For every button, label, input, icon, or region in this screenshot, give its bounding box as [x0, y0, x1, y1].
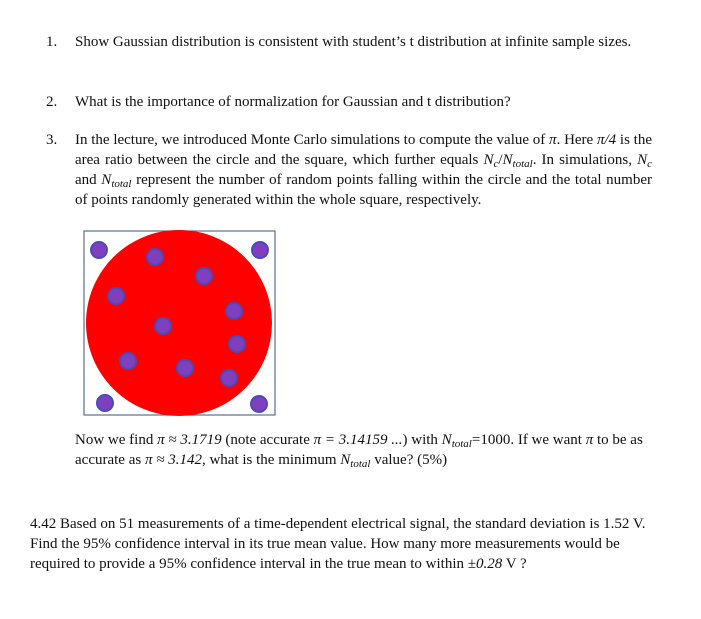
point-outside	[251, 396, 267, 412]
question-2-number: 2.	[46, 94, 58, 110]
question-1-number: 1.	[46, 34, 58, 50]
monte-carlo-diagram	[83, 230, 276, 416]
point-inside	[226, 303, 242, 319]
point-inside	[155, 318, 171, 334]
monte-carlo-figure	[83, 230, 276, 416]
question-3-followup: Now we find π ≈ 3.1719 (note accurate π = 3.14159 ...) with $N_{total}=1000$. If we want π to be as accurate as π ≈ 3.142, what is the minimum $N_{total}$ value? (5%)	[75, 432, 643, 470]
point-inside	[229, 336, 245, 352]
question-1	[46, 32, 666, 52]
question-3	[46, 130, 652, 210]
circle-region	[86, 230, 272, 416]
question-4	[30, 514, 670, 574]
question-2-text: What is the importance of normalization for Gaussian and t distribution?	[75, 94, 511, 110]
question-3-number: 3.	[46, 132, 58, 148]
point-inside	[120, 353, 136, 369]
point-inside	[221, 370, 237, 386]
question-1-text: Show Gaussian distribution is consistent with student’s t distribution at infinite sample sizes.	[75, 34, 632, 50]
point-outside	[97, 395, 113, 411]
question-4-math: ±0.28	[467, 556, 503, 572]
point-outside	[252, 242, 268, 258]
question-3-text: In the lecture, we introduced Monte Carlo simulations to compute the value of π. Here π/4 is the area ratio between the circle and the square, which further equals $N_c/N_{total}$. In simulations, $N_c$ and $N_{total}$ represent the number of random points falling within the circle and the total number of points randomly generated within the whole square, respectively.	[75, 132, 652, 208]
point-inside	[196, 268, 212, 284]
point-outside	[91, 242, 107, 258]
question-4-text: 4.42 Based on 51 measurements of a time-dependent electrical signal, the standard deviation is 1.52 V. Find the 95% confidence interval in its true mean value. How many more measurements would be required to provide a 95% confidence interval in the true mean to within	[30, 516, 646, 572]
question-4-tail: V ?	[502, 556, 527, 572]
point-inside	[108, 288, 124, 304]
point-inside	[147, 249, 163, 265]
question-2	[46, 92, 666, 112]
point-inside	[177, 360, 193, 376]
